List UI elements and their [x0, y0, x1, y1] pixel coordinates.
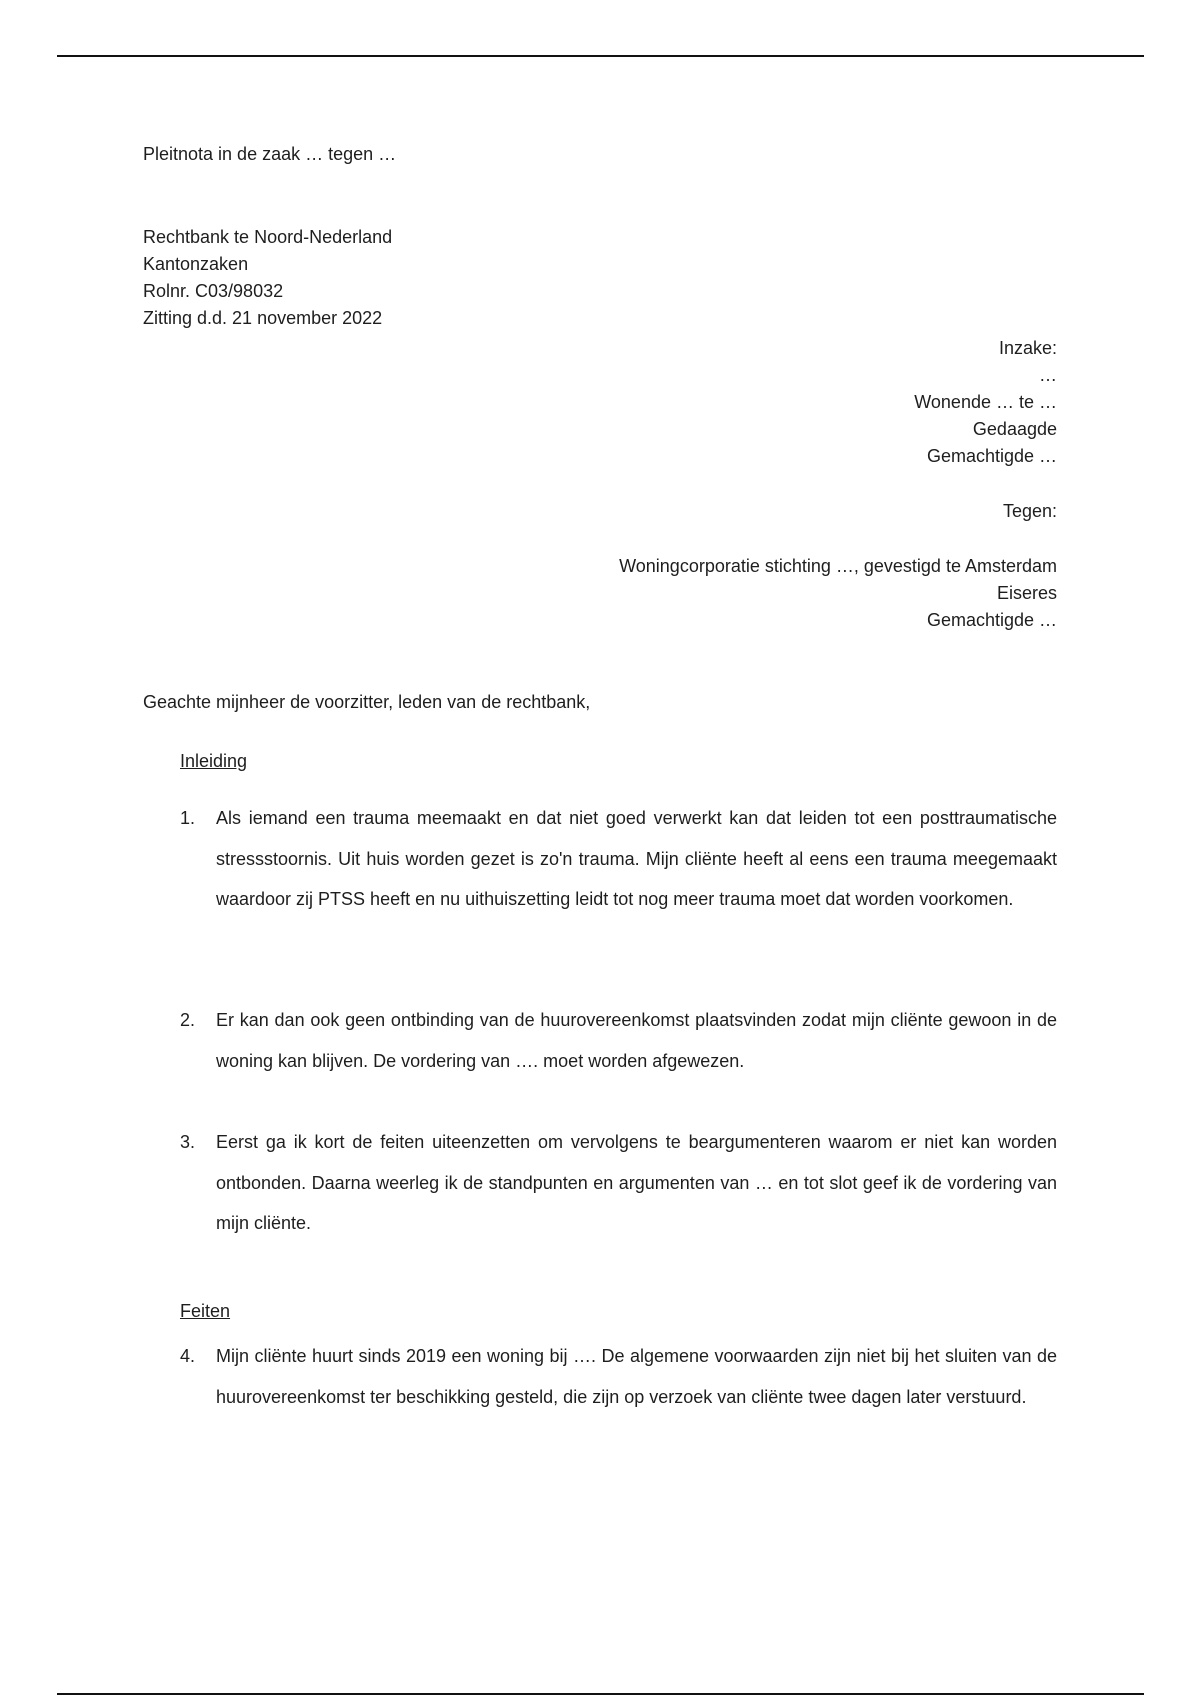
list-item — [180, 1336, 1057, 1417]
defendant-counsel: Gemachtigde … — [926, 446, 1057, 466]
court-division: Kantonzaken — [143, 254, 249, 274]
plaintiff-counsel: Gemachtigde … — [926, 610, 1057, 630]
plaintiff-role: Eiseres — [996, 583, 1057, 603]
list-item — [180, 798, 1057, 920]
list-item-text: Als iemand een trauma meemaakt en dat niet goed verwerkt kan dat leiden tot een posttraumatische stressstoornis. Uit huis worden gezet is zo'n trauma. Mijn cliënte heeft al eens een trauma meegemaakt waardoor zij PTSS heeft en nu uithuiszetting leidt tot nog meer trauma moet dat worden voorkomen. — [216, 808, 1057, 909]
inzake-label: Inzake: — [998, 338, 1057, 358]
tegen-block — [619, 553, 1057, 634]
top-rule — [57, 55, 1144, 57]
court-details — [143, 224, 392, 332]
session-date: Zitting d.d. 21 november 2022 — [143, 308, 383, 328]
section-heading-feiten: Feiten — [180, 1301, 231, 1321]
list-item-number: 4. — [180, 1346, 196, 1366]
list-item-number: 2. — [180, 1010, 196, 1030]
tegen-label: Tegen: — [1002, 501, 1057, 521]
list-item-text: Er kan dan ook geen ontbinding van de huurovereenkomst plaatsvinden zodat mijn cliënte gewoon in de woning kan blijven. De vordering van …. moet worden afgewezen. — [216, 1010, 1057, 1071]
case-number: Rolnr. C03/98032 — [143, 281, 284, 301]
court-name: Rechtbank te Noord-Nederland — [143, 227, 393, 247]
salutation: Geachte mijnheer de voorzitter, leden van de rechtbank, — [143, 692, 591, 712]
section-heading-inleiding: Inleiding — [180, 751, 248, 771]
defendant-name: … — [1039, 365, 1057, 385]
list-item-number: 3. — [180, 1132, 196, 1152]
plaintiff-name: Woningcorporatie stichting …, gevestigd te Amsterdam — [619, 556, 1057, 576]
list-item-number: 1. — [180, 808, 196, 828]
list-item-text: Mijn cliënte huurt sinds 2019 een woning bij …. De algemene voorwaarden zijn niet bij het sluiten van de huurovereenkomst ter beschikking gesteld, die zijn op verzoek van cliënte twee dagen later verstuurd. — [216, 1346, 1057, 1407]
defendant-residence: Wonende … te … — [914, 392, 1057, 412]
list-item-text: Eerst ga ik kort de feiten uiteenzetten om vervolgens te beargumenteren waarom er niet kan worden ontbonden. Daarna weerleg ik de standpunten en argumenten van … en tot slot geef ik de vordering van mijn cliënte. — [216, 1132, 1057, 1233]
bottom-rule — [57, 1693, 1144, 1695]
defendant-role: Gedaagde — [972, 419, 1057, 439]
document-title: Pleitnota in de zaak … tegen … — [143, 144, 397, 164]
inzake-block — [914, 335, 1057, 470]
list-item — [180, 1000, 1057, 1081]
list-item — [180, 1122, 1057, 1244]
